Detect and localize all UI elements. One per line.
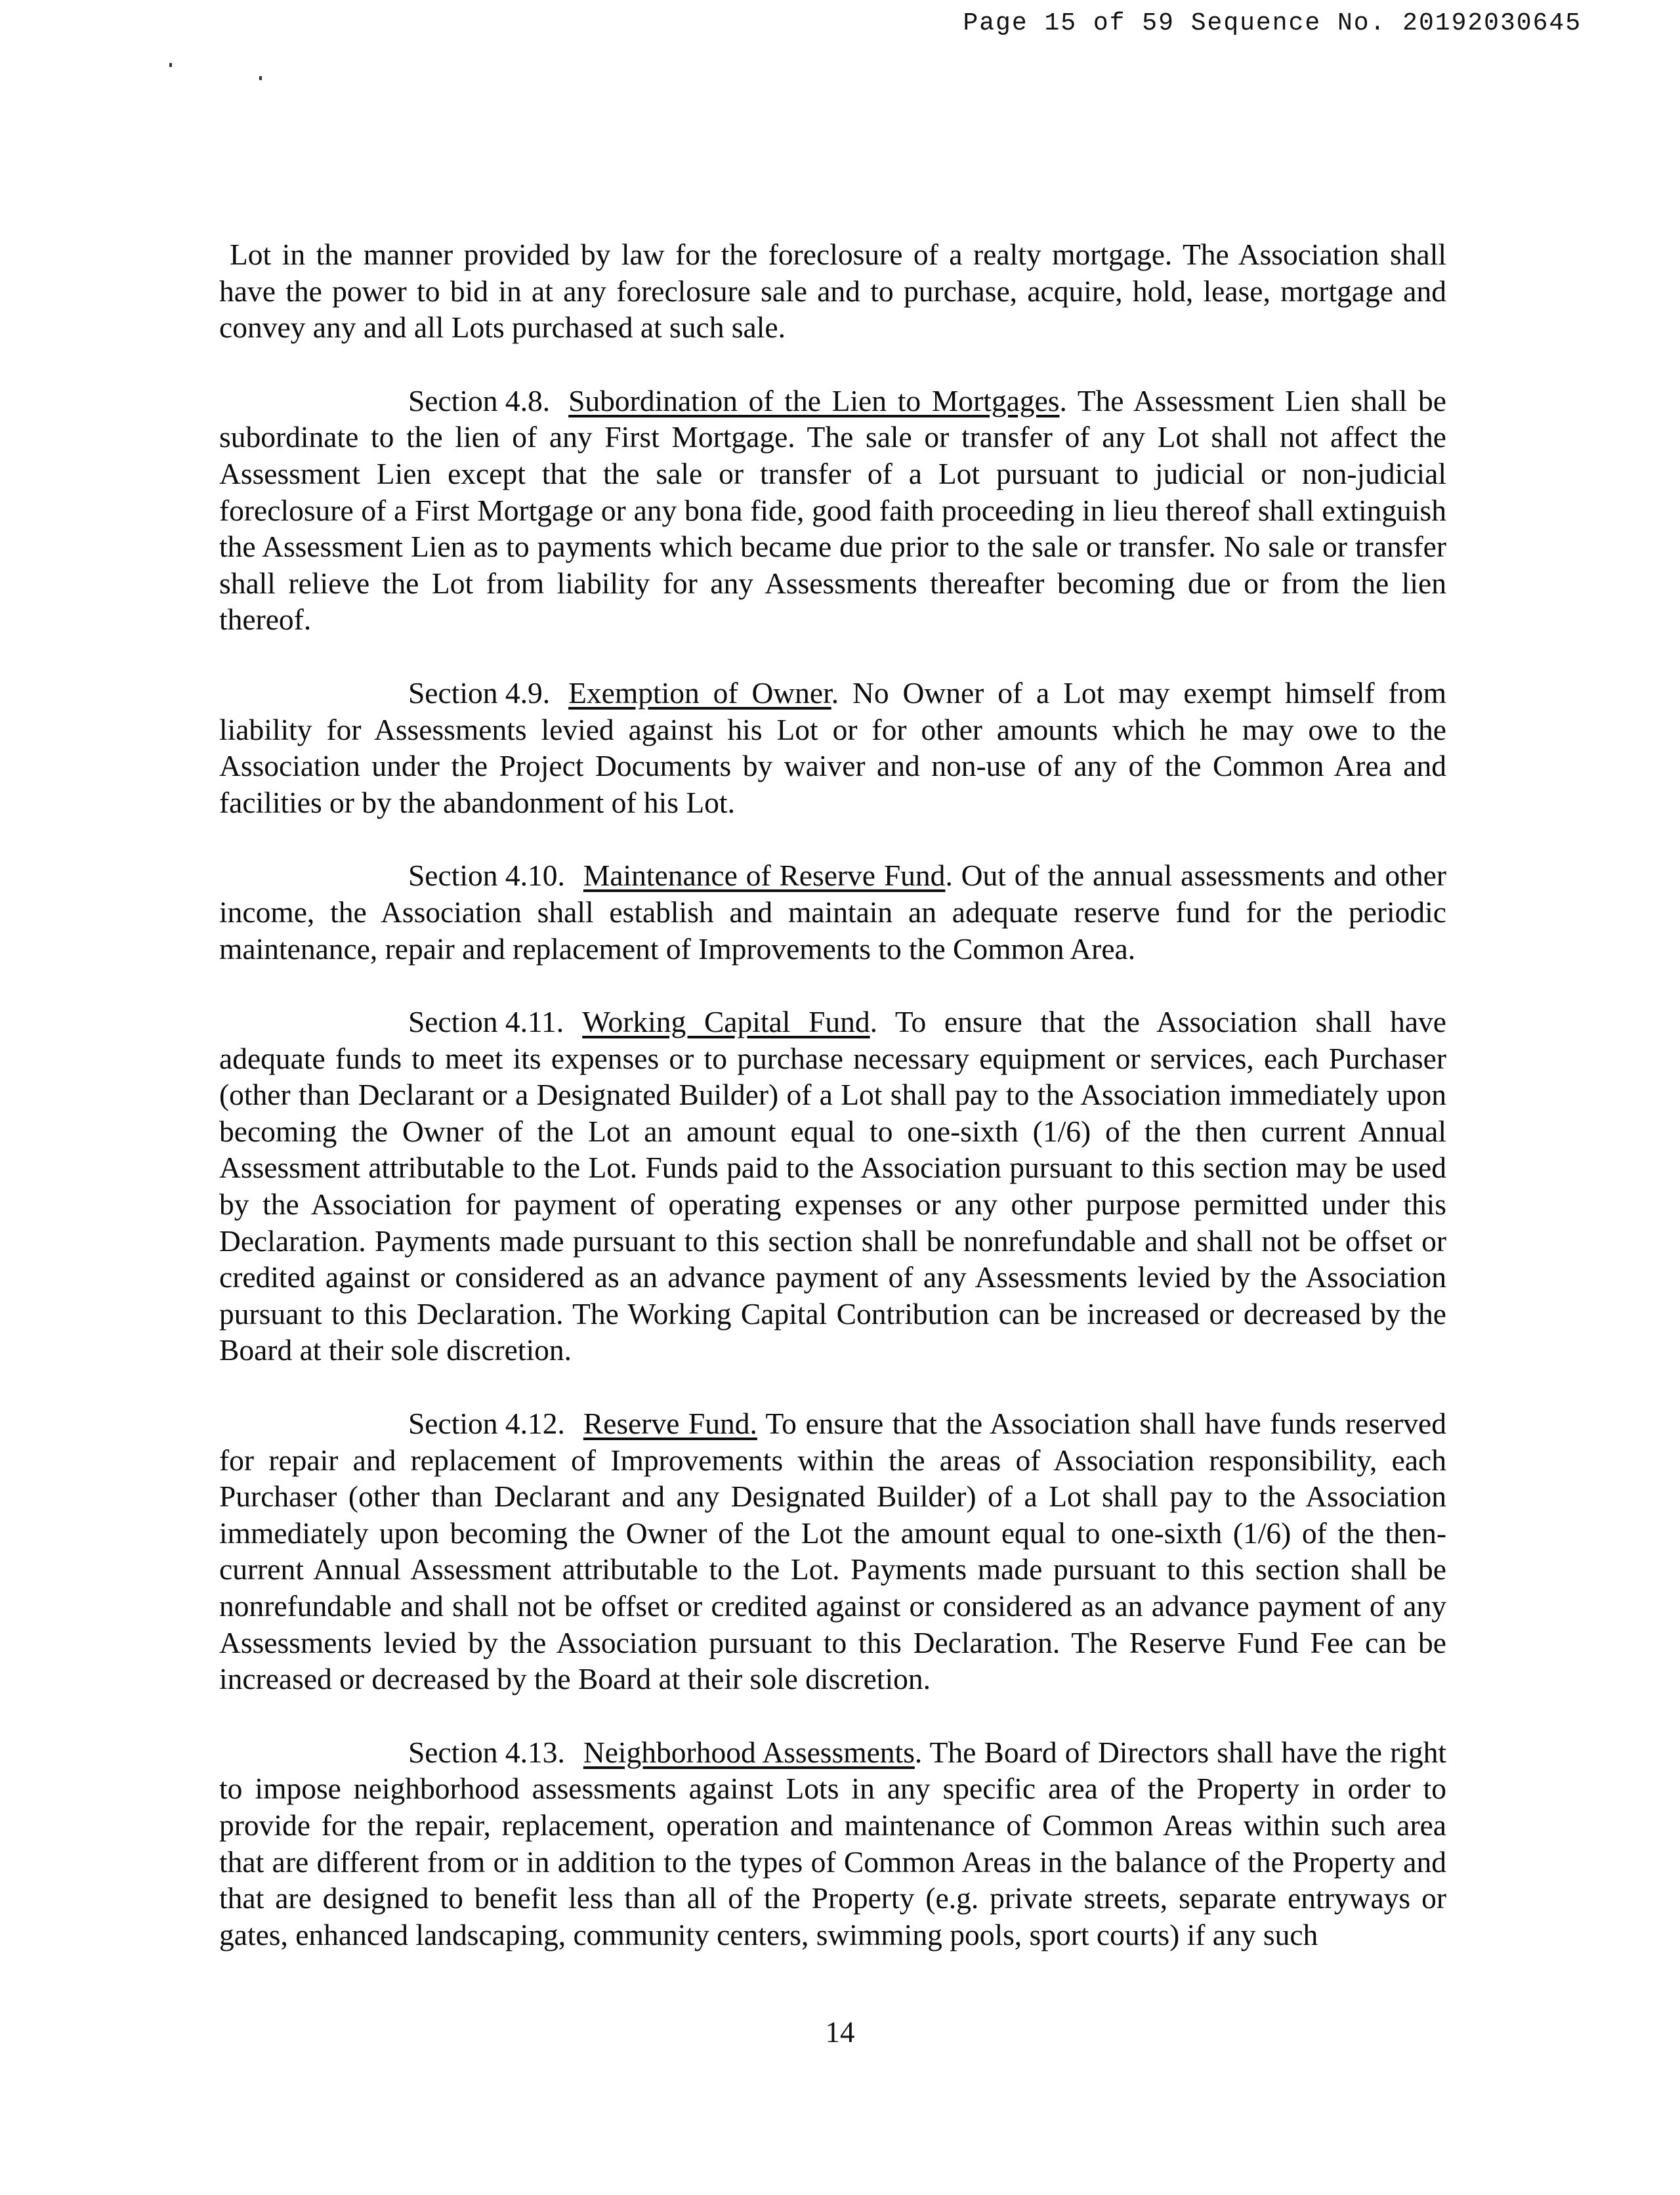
scan-speck: [259, 76, 262, 80]
section-number: Section 4.11.: [408, 1005, 564, 1039]
section-number: Section 4.13.: [408, 1735, 565, 1769]
section-body: . The Assessment Lien shall be subordinate to the lien of any First Mortgage. The sale or transfer of any Lot shall not affect the Assessment Lien except that the sale or transfer of a Lot pursuant to judicial or non-judicial foreclosure of a First Mortgage or any bona fide, good faith proceeding in lieu thereof shall extinguish the Assessment Lien as to payments which became due prior to the sale or transfer. No sale or transfer shall relieve the Lot from liability for any Assessments thereafter becoming due or from the lien thereof.: [219, 383, 1447, 637]
page-sequence-header: Page 15 of 59 Sequence No. 20192030645: [963, 9, 1582, 37]
section-4-13: [219, 1734, 1446, 1953]
section-4-10: [219, 857, 1446, 967]
section-title: Exemption of Owner: [568, 675, 831, 710]
section-body: . No Owner of a Lot may exempt himself from liability for Assessments levied against his Lot or for other amounts which he may owe to the Association under the Project Documents by waiver and non-use of any of the Common Area and facilities or by the abandonment of his Lot.: [219, 675, 1446, 819]
section-body: . To ensure that the Association shall have adequate funds to meet its expenses or to purchase necessary equipment or services, each Purchaser (other than Declarant or a Designated Builder) of a Lot shall pay to the Association immediately upon becoming the Owner of the Lot an amount equal to one-sixth (1/6) of the then current Annual Assessment attributable to the Lot. Funds paid to the Association pursuant to this section may be used by the Association for payment of operating expenses or any other purpose permitted under this Declaration. Payments made pursuant to this section shall be nonrefundable and shall not be offset or credited against or considered as an advance payment of any Assessments levied by the Association pursuant to this Declaration. The Working Capital Contribution can be increased or decreased by the Board at their sole discretion.: [219, 1005, 1447, 1367]
section-body: . Out of the annual assessments and other income, the Association shall establish and maintain an adequate reserve fund for the periodic maintenance, repair and replacement of Improvements to the Common Area.: [219, 859, 1446, 966]
page-number: 14: [825, 2016, 855, 2049]
section-body: To ensure that the Association shall have funds reserved for repair and replacement of Improvements within the areas of Association responsibility, each Purchaser (other than Declarant and any Designated Builder) of a Lot shall pay to the Association immediately upon becoming the Owner of the Lot the amount equal to one-sixth (1/6) of the then-current Annual Assessment attributable to the Lot. Payments made pursuant to this section shall be nonrefundable and shall not be offset or credited against or considered as an advance payment of any Assessments levied by the Association pursuant to this Declaration. The Reserve Fund Fee can be increased or decreased by the Board at their sole discretion.: [219, 1407, 1446, 1696]
section-4-12: [219, 1405, 1446, 1697]
section-title: Maintenance of Reserve Fund: [583, 859, 946, 893]
section-body: . The Board of Directors shall have the right to impose neighborhood assessments against Lots in any specific area of the Property in order to provide for the repair, replacement, operation and maintenance of Common Areas within such area that are different from or in addition to the types of Common Areas in the balance of the Property and that are designed to benefit less than all of the Property (e.g. private streets, separate entryways or gates, enhanced landscaping, community centers, swimming pools, sport courts) if any such: [219, 1735, 1447, 1951]
section-number: Section 4.8.: [408, 383, 551, 417]
section-4-8: [219, 383, 1446, 638]
section-4-11: [219, 1004, 1446, 1369]
section-title: Working Capital Fund: [582, 1005, 870, 1039]
section-title: Reserve Fund.: [583, 1407, 757, 1441]
paragraph-text: Lot in the manner provided by law for the foreclosure of a realty mortgage. The Association shall have the power to bid in at any foreclosure sale and to purchase, acquire, hold, lease, mortgage and convey any and all Lots purchased at such sale.: [219, 238, 1446, 345]
section-title: Neighborhood Assessments: [583, 1735, 915, 1769]
section-title: Subordination of the Lien to Mortgages: [568, 383, 1060, 417]
scan-speck: [169, 63, 172, 67]
section-number: Section 4.12.: [408, 1407, 565, 1441]
section-number: Section 4.10.: [408, 859, 565, 893]
paragraph-continuation: [219, 236, 1446, 346]
section-number: Section 4.9.: [408, 675, 551, 710]
document-body: [219, 236, 1446, 1990]
section-4-9: [219, 675, 1446, 820]
